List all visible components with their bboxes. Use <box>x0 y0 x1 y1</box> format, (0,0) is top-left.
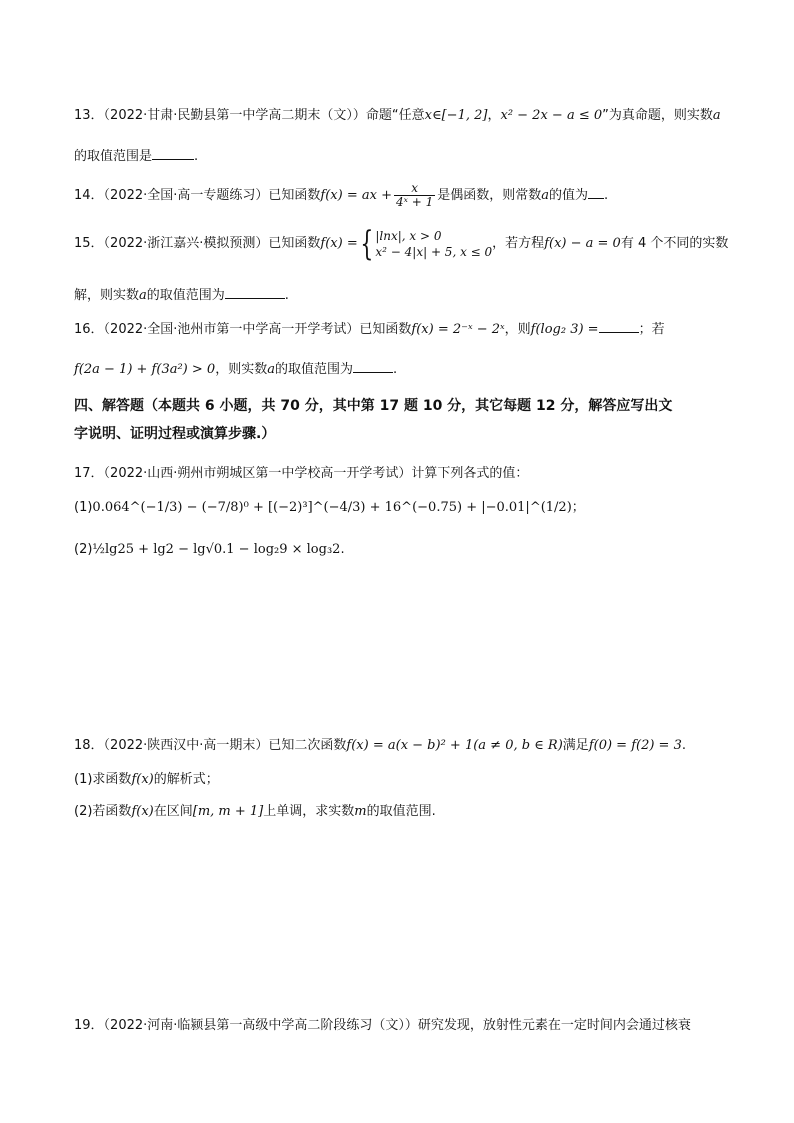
math-expression: 0.064^(−1/3) − (−7/8)⁰ + [(−2)³]^(−4/3) + 16^(−0.75) + |−0.01|^(1/2) <box>92 500 572 515</box>
question-source: （2022·全国·池州市第一中学高一开学考试） <box>103 322 360 337</box>
fraction: $\frac{x}{\text{4ˣ + 1}}$ <box>395 181 434 209</box>
question-18-line: 18．（2022·陕西汉中·高一期末）已知二次函数f(x) = a(x − b)² + 1(a ≠ 0, b ∈ R)满足f(0) = f(2) = 3. <box>74 738 686 753</box>
answer-blank[interactable] <box>152 145 194 160</box>
question-number: 13． <box>74 108 104 123</box>
question-source: （2022·甘肃·民勤县第一中学高二期末（文）） <box>103 108 366 123</box>
math-expression: ½lg25 + lg2 − lg√0.1 − log₂9 × log₃2 <box>92 542 341 557</box>
math-variable: a <box>139 288 147 303</box>
section-heading-cont: 字说明、证明过程或演算步骤.） <box>74 426 276 442</box>
question-number: 16． <box>74 322 104 337</box>
part-label: (2) <box>74 804 93 819</box>
question-16-line-2: f(2a − 1) + f(3a²) > 0，则实数a的取值范围为 . <box>74 358 744 380</box>
part-label: (1) <box>74 500 93 515</box>
answer-blank[interactable] <box>353 358 393 373</box>
question-source: （2022·山西·朔州市朔城区第一中学校高一开学考试） <box>103 466 412 481</box>
math-expression: f(x) = a(x − b)² + 1(a ≠ 0, b ∈ R) <box>346 738 563 753</box>
question-15-line-2: 解，则实数a的取值范围为 . <box>74 284 744 306</box>
question-16-line-1: 16．（2022·全国·池州市第一中学高一开学考试）已知函数f(x) = 2⁻ˣ − 2ˣ，则f(log₂ 3) = ；若 <box>74 318 744 340</box>
brace-symbol: { <box>360 223 374 264</box>
math-expression: f(2a − 1) + f(3a²) > 0 <box>74 362 216 377</box>
answer-blank[interactable] <box>599 318 639 333</box>
question-14-line: 14．（2022·全国·高一专题练习）已知函数f(x) = ax + $\frac{x}{\text{4ˣ + 1}}$ 是偶函数，则常数a的值为 . <box>74 181 609 209</box>
part-label: (1) <box>74 772 93 787</box>
math-expression: f(x) <box>131 772 154 787</box>
question-number: 17． <box>74 466 104 481</box>
math-expression: [m, m + 1] <box>192 804 264 819</box>
part-label: (2) <box>74 542 93 557</box>
question-17-part-2: (2)½lg25 + lg2 − lg√0.1 − log₂9 × log₃2. <box>74 542 345 557</box>
answer-blank[interactable] <box>588 184 604 199</box>
math-variable: m <box>354 804 367 819</box>
question-number: 15． <box>74 236 104 251</box>
question-13-line-1: 13．（2022·甘肃·民勤县第一中学高二期末（文））命题“任意x∈[−1, 2]，x² − 2x − a ≤ 0”为真命题，则实数a <box>74 108 721 123</box>
math-expression: f(x) − a = 0 <box>544 236 621 251</box>
math-expression: f(x) = 2⁻ˣ − 2ˣ <box>411 322 505 337</box>
answer-blank[interactable] <box>225 284 285 299</box>
question-17-part-1: (1)0.064^(−1/3) − (−7/8)⁰ + [(−2)³]^(−4/3) + 16^(−0.75) + |−0.01|^(1/2)； <box>74 500 585 515</box>
math-expression: f(log₂ 3) = <box>530 322 599 337</box>
question-source: （2022·浙江嘉兴·模拟预测） <box>103 236 269 251</box>
question-13-line-2: 的取值范围是 . <box>74 145 744 167</box>
question-number: 19． <box>74 1018 104 1033</box>
section-heading: 四、解答题（本题共 6 小题，共 70 分，其中第 17 题 10 分，其它每题 12 分，解答应写出文 <box>74 398 673 414</box>
question-18-part-1: (1)求函数f(x)的解析式； <box>74 772 219 787</box>
question-number: 18． <box>74 738 104 753</box>
math-expression: x∈[−1, 2] <box>424 108 488 123</box>
math-variable: a <box>541 188 549 203</box>
math-expression: f(x) = ax + <box>320 188 392 203</box>
question-17-line: 17．（2022·山西·朔州市朔城区第一中学校高一开学考试）计算下列各式的值： <box>74 466 529 481</box>
question-number: 14． <box>74 188 104 203</box>
math-variable: a <box>712 108 721 123</box>
math-variable: a <box>267 362 275 377</box>
question-15-line-1: 15．（2022·浙江嘉兴·模拟预测）已知函数f(x) ={ |lnx|, x > 0 x² − 4|x| + 5, x ≤ 0 ，若方程f(x) − a = 0有 4 个不同的实数 <box>74 223 729 264</box>
math-expression: f(x) <box>131 804 154 819</box>
question-source: （2022·陕西汉中·高一期末） <box>103 738 269 753</box>
question-source: （2022·河南·临颍县第一高级中学高二阶段练习（文）） <box>103 1018 418 1033</box>
question-19-line: 19．（2022·河南·临颍县第一高级中学高二阶段练习（文））研究发现，放射性元素在一定时间内会通过核衰 <box>74 1018 691 1033</box>
question-18-part-2: (2)若函数f(x)在区间[m, m + 1]上单调，求实数m的取值范围. <box>74 804 436 819</box>
piecewise-cases: |lnx|, x > 0 x² − 4|x| + 5, x ≤ 0 <box>375 228 493 259</box>
math-expression: x² − 2x − a ≤ 0 <box>500 108 603 123</box>
math-expression: f(x) = <box>320 236 358 251</box>
question-source: （2022·全国·高一专题练习） <box>103 188 269 203</box>
math-expression: f(0) = f(2) = 3 <box>588 738 682 753</box>
